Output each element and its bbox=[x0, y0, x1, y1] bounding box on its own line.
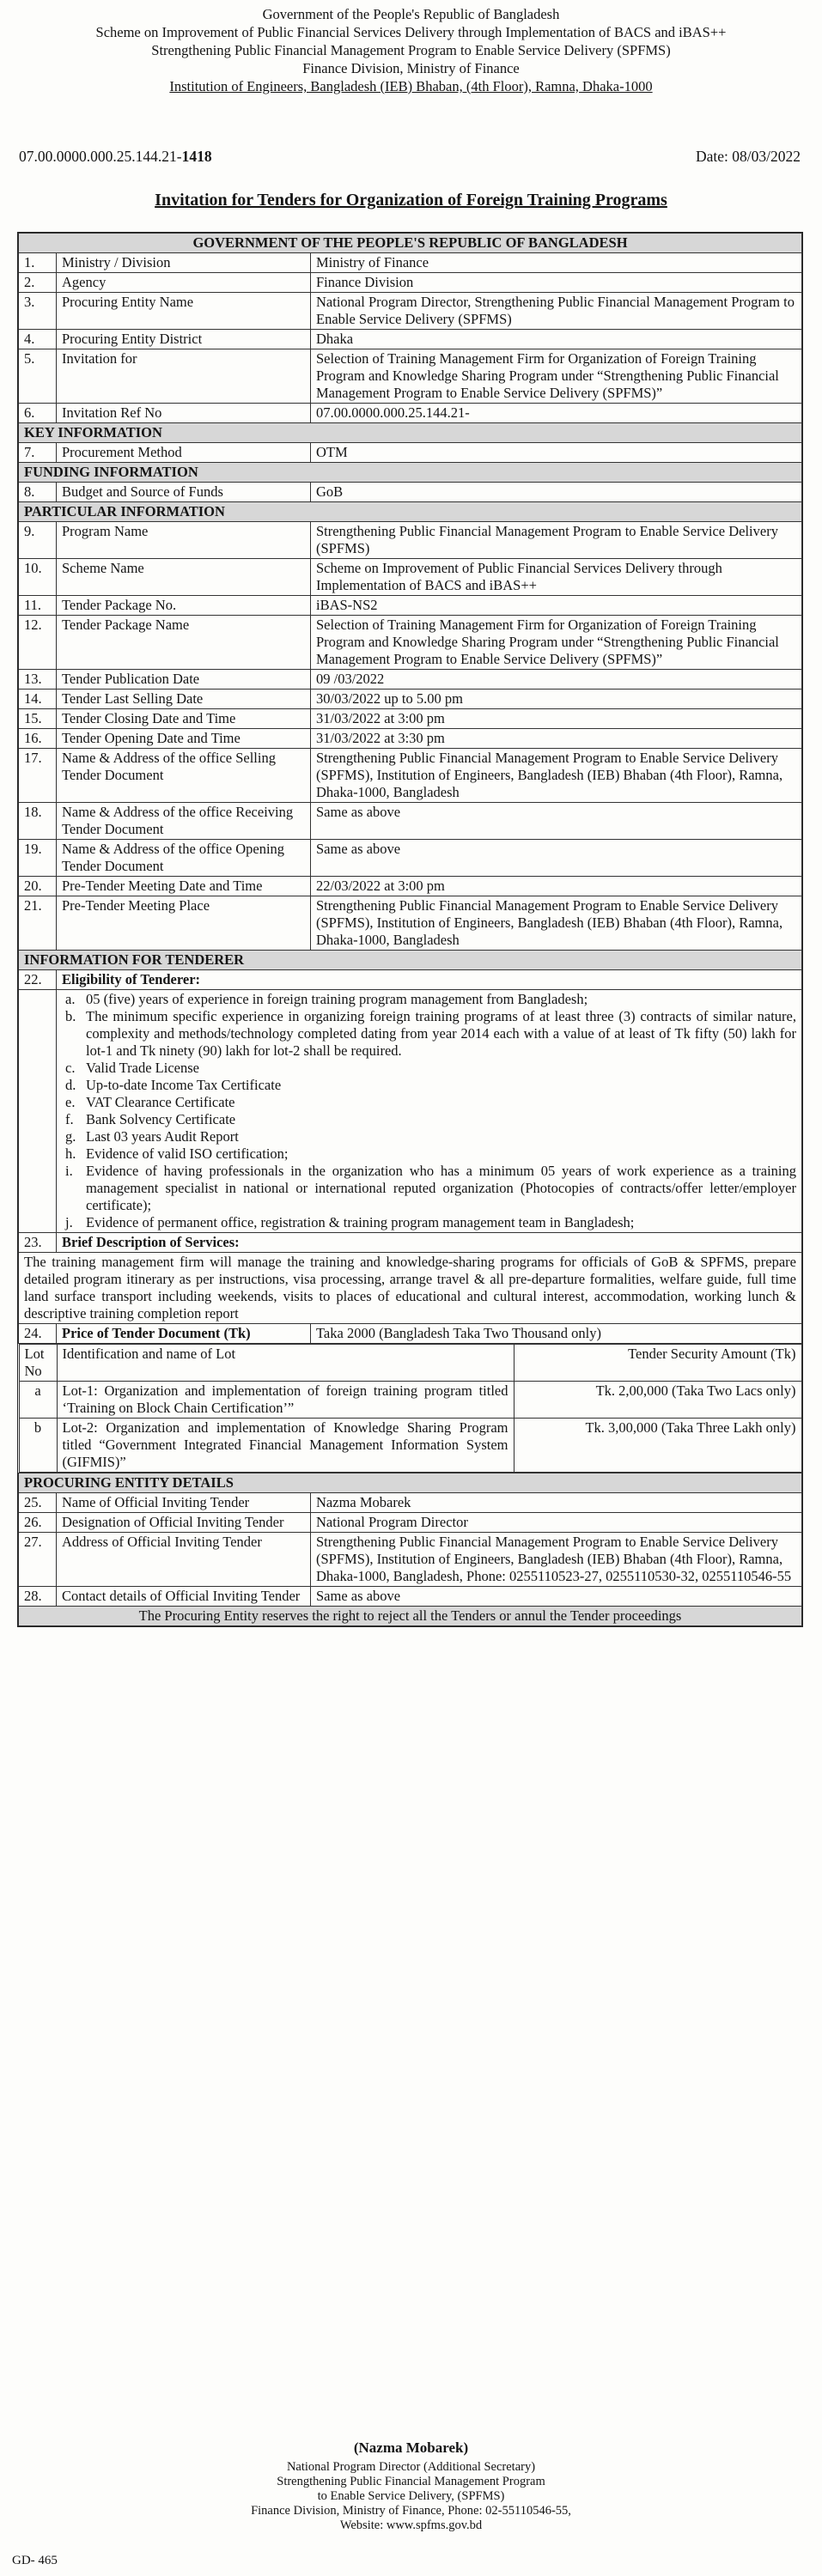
item-text: Evidence of having professionals in the organization who has a minimum 05 years of work experience as a training management specialist in national or international reputed organization (Photocopies of contracts/offer letter/employer certificate); bbox=[86, 1163, 796, 1213]
row-label: Designation of Official Inviting Tender bbox=[57, 1513, 311, 1533]
eligibility-item bbox=[62, 1145, 796, 1163]
table-row bbox=[19, 729, 802, 749]
lot-row bbox=[19, 1382, 801, 1419]
signature-block bbox=[0, 2440, 822, 2533]
table-row bbox=[19, 803, 802, 840]
tender-table-body bbox=[19, 234, 802, 1626]
row-number: 1. bbox=[19, 253, 57, 273]
signatory-website: Website: www.spfms.gov.bd bbox=[339, 2518, 483, 2532]
eligibility-heading-row bbox=[19, 970, 802, 990]
government-header-cell: GOVERNMENT OF THE PEOPLE'S REPUBLIC OF BANGLADESH bbox=[19, 234, 802, 253]
row-value: Strengthening Public Financial Management Program to Enable Service Delivery (SPFMS), Institution of Engineers, Bangladesh (IEB) Bhaban (4th Floor), Ramna, Dhaka-1000, Bangladesh, Phone: 0255110523-27, 0255110530-32, 0255110546-55 bbox=[311, 1533, 802, 1587]
row-value: National Program Director bbox=[311, 1513, 802, 1533]
eligibility-item bbox=[62, 1060, 796, 1077]
table-row bbox=[19, 253, 802, 273]
item-text: Last 03 years Audit Report bbox=[86, 1128, 239, 1145]
item-marker: e. bbox=[65, 1094, 76, 1110]
row-number: 10. bbox=[19, 559, 57, 596]
row-value: OTM bbox=[311, 443, 802, 463]
table-row bbox=[19, 443, 802, 463]
lot-number: a bbox=[19, 1382, 57, 1419]
table-row bbox=[19, 670, 802, 690]
item-text: Bank Solvency Certificate bbox=[86, 1111, 236, 1127]
eligibility-item bbox=[62, 1077, 796, 1094]
page-title: Invitation for Tenders for Organization of Foreign Training Programs bbox=[155, 191, 667, 210]
row-number: 18. bbox=[19, 803, 57, 840]
item-text: Valid Trade License bbox=[86, 1060, 199, 1076]
table-row bbox=[19, 1493, 802, 1513]
row-number: 25. bbox=[19, 1493, 57, 1513]
row-label: Tender Opening Date and Time bbox=[57, 729, 311, 749]
item-marker: h. bbox=[65, 1145, 76, 1162]
eligibility-item bbox=[62, 1128, 796, 1145]
row-number: 24. bbox=[19, 1324, 57, 1344]
row-label: Procuring Entity District bbox=[57, 330, 311, 349]
row-value: Strengthening Public Financial Management Program to Enable Service Delivery (SPFMS) bbox=[311, 522, 802, 559]
lot-name: Lot-1: Organization and implementation of foreign training program titled ‘Training on Block Chain Certification’” bbox=[57, 1382, 514, 1419]
row-value: Strengthening Public Financial Management Program to Enable Service Delivery (SPFMS), Institution of Engineers, Bangladesh (IEB) Bhaban (4th Floor), Ramna, Dhaka-1000, Bangladesh bbox=[311, 896, 802, 951]
item-marker: j. bbox=[65, 1214, 73, 1230]
memo-reference bbox=[19, 148, 212, 166]
section-procuring-entity-details-cell: PROCURING ENTITY DETAILS bbox=[19, 1473, 802, 1493]
row-label: Program Name bbox=[57, 522, 311, 559]
row-value: Selection of Training Management Firm for Organization of Foreign Training Program and Knowledge Sharing Program under “Strengthening Public Financial Management Program to Enable Service Delivery (SPFMS)” bbox=[311, 349, 802, 404]
table-row bbox=[19, 749, 802, 803]
signatory-line: Strengthening Public Financial Management Program bbox=[277, 2475, 545, 2488]
item-text: Evidence of valid ISO certification; bbox=[86, 1145, 289, 1162]
eligibility-heading: Eligibility of Tenderer: bbox=[57, 970, 802, 990]
memo-reference-prefix: 07.00.0000.000.25.144.21- bbox=[19, 148, 182, 165]
row-number: 28. bbox=[19, 1587, 57, 1607]
row-number: 26. bbox=[19, 1513, 57, 1533]
row-value: Scheme on Improvement of Public Financial Services Delivery through Implementation of BACS and iBAS++ bbox=[311, 559, 802, 596]
table-row bbox=[19, 559, 802, 596]
row-label: Tender Package Name bbox=[57, 616, 311, 670]
row-value: 22/03/2022 at 3:00 pm bbox=[311, 877, 802, 896]
row-value: iBAS-NS2 bbox=[311, 596, 802, 616]
item-marker: i. bbox=[65, 1163, 73, 1179]
row-value: 09 /03/2022 bbox=[311, 670, 802, 690]
date-label: Date: bbox=[695, 148, 733, 165]
table-row bbox=[19, 330, 802, 349]
price-value: Taka 2000 (Bangladesh Taka Two Thousand only) bbox=[311, 1324, 802, 1344]
row-number: 22. bbox=[19, 970, 57, 990]
row-number: 8. bbox=[19, 483, 57, 502]
row-label: Tender Closing Date and Time bbox=[57, 709, 311, 729]
government-header bbox=[19, 234, 802, 253]
services-heading-row bbox=[19, 1233, 802, 1253]
row-label: Name & Address of the office Opening Tender Document bbox=[57, 840, 311, 877]
row-label: Agency bbox=[57, 273, 311, 293]
row-number: 2. bbox=[19, 273, 57, 293]
table-row bbox=[19, 273, 802, 293]
section-particular-information bbox=[19, 502, 802, 522]
eligibility-item bbox=[62, 1008, 796, 1060]
lot-name-header: Identification and name of Lot bbox=[57, 1345, 514, 1382]
table-row bbox=[19, 1513, 802, 1533]
final-note: The Procuring Entity reserves the right to reject all the Tenders or annul the Tender proceedings bbox=[19, 1607, 802, 1626]
row-label: Name of Official Inviting Tender bbox=[57, 1493, 311, 1513]
item-marker: c. bbox=[65, 1060, 76, 1076]
item-marker: g. bbox=[65, 1128, 76, 1145]
letterhead bbox=[0, 5, 822, 95]
letterhead-line: Scheme on Improvement of Public Financial Services Delivery through Implementation of BACS and iBAS++ bbox=[95, 24, 727, 40]
letterhead-line: Government of the People's Republic of Bangladesh bbox=[262, 6, 560, 22]
row-value: Strengthening Public Financial Management Program to Enable Service Delivery (SPFMS), Institution of Engineers, Bangladesh (IEB) Bhaban (4th Floor), Ramna, Dhaka-1000, Bangladesh bbox=[311, 749, 802, 803]
section-key-information-cell: KEY INFORMATION bbox=[19, 423, 802, 443]
table-row bbox=[19, 1533, 802, 1587]
section-information-for-tenderer bbox=[19, 951, 802, 970]
section-funding-information bbox=[19, 463, 802, 483]
row-label: Tender Package No. bbox=[57, 596, 311, 616]
row-label: Tender Last Selling Date bbox=[57, 690, 311, 709]
row-number: 11. bbox=[19, 596, 57, 616]
eligibility-item bbox=[62, 1163, 796, 1214]
table-row bbox=[19, 522, 802, 559]
tender-table-frame bbox=[17, 232, 803, 1627]
eligibility-item bbox=[62, 1111, 796, 1128]
empty-cell bbox=[19, 990, 57, 1233]
row-number: 14. bbox=[19, 690, 57, 709]
row-value: Nazma Mobarek bbox=[311, 1493, 802, 1513]
section-funding-information-cell: FUNDING INFORMATION bbox=[19, 463, 802, 483]
table-row bbox=[19, 404, 802, 423]
row-label: Scheme Name bbox=[57, 559, 311, 596]
row-number: 6. bbox=[19, 404, 57, 423]
price-label: Price of Tender Document (Tk) bbox=[57, 1324, 311, 1344]
lots-row bbox=[19, 1344, 802, 1473]
row-number: 27. bbox=[19, 1533, 57, 1587]
lots-table-body bbox=[19, 1345, 801, 1473]
row-value: Selection of Training Management Firm for Organization of Foreign Training Program and Knowledge Sharing Program under “Strengthening Public Financial Management Program to Enable Service Delivery (SPFMS)” bbox=[311, 616, 802, 670]
letterhead-line: Strengthening Public Financial Management Program to Enable Service Delivery (SPFMS) bbox=[151, 42, 671, 58]
row-value: Same as above bbox=[311, 1587, 802, 1607]
table-row bbox=[19, 596, 802, 616]
lot-name: Lot-2: Organization and implementation of Knowledge Sharing Program titled “Government Integrated Financial Management Information System (GIFMIS)” bbox=[57, 1419, 514, 1473]
table-row bbox=[19, 1587, 802, 1607]
item-marker: a. bbox=[65, 991, 76, 1007]
lots-cell bbox=[19, 1344, 802, 1473]
row-label: Procuring Entity Name bbox=[57, 293, 311, 330]
section-information-for-tenderer-cell: INFORMATION FOR TENDERER bbox=[19, 951, 802, 970]
table-row bbox=[19, 483, 802, 502]
row-value: 31/03/2022 at 3:00 pm bbox=[311, 709, 802, 729]
item-text: The minimum specific experience in organizing foreign training programs of at least three (3) contracts of similar nature, complexity and methods/technology completed dating from year 2014 each with a value of at least of Tk fifty (50) lakh for lot-1 and Tk ninety (90) lakh for lot-2 shall be required. bbox=[86, 1008, 796, 1059]
date-value: 08/03/2022 bbox=[732, 148, 801, 165]
eligibility-item bbox=[62, 991, 796, 1008]
row-number: 3. bbox=[19, 293, 57, 330]
lot-row bbox=[19, 1419, 801, 1473]
item-text: Up-to-date Income Tax Certificate bbox=[86, 1077, 282, 1093]
lot-no-header: Lot No bbox=[19, 1345, 57, 1382]
memo-reference-number: 1418 bbox=[181, 148, 212, 165]
row-label: Invitation for bbox=[57, 349, 311, 404]
lots-header-row bbox=[19, 1345, 801, 1382]
row-number: 16. bbox=[19, 729, 57, 749]
row-label: Budget and Source of Funds bbox=[57, 483, 311, 502]
row-number: 19. bbox=[19, 840, 57, 877]
item-marker: f. bbox=[65, 1111, 74, 1127]
row-label: Procurement Method bbox=[57, 443, 311, 463]
row-value: GoB bbox=[311, 483, 802, 502]
row-value: Dhaka bbox=[311, 330, 802, 349]
row-number: 21. bbox=[19, 896, 57, 951]
row-number: 5. bbox=[19, 349, 57, 404]
signatory-name: (Nazma Mobarek) bbox=[353, 2439, 469, 2456]
row-value: Same as above bbox=[311, 803, 802, 840]
final-note-row bbox=[19, 1607, 802, 1626]
table-row bbox=[19, 293, 802, 330]
eligibility-item bbox=[62, 1094, 796, 1111]
security-amount-header: Tender Security Amount (Tk) bbox=[514, 1345, 801, 1382]
row-label: Name & Address of the office Receiving Tender Document bbox=[57, 803, 311, 840]
row-label: Pre-Tender Meeting Date and Time bbox=[57, 877, 311, 896]
row-value: 31/03/2022 at 3:30 pm bbox=[311, 729, 802, 749]
item-marker: d. bbox=[65, 1077, 76, 1093]
table-row bbox=[19, 896, 802, 951]
row-number: 12. bbox=[19, 616, 57, 670]
gd-number: GD- 465 bbox=[12, 2554, 58, 2567]
row-number: 15. bbox=[19, 709, 57, 729]
notice-date bbox=[696, 148, 801, 166]
table-row bbox=[19, 690, 802, 709]
table-row bbox=[19, 349, 802, 404]
item-text: VAT Clearance Certificate bbox=[86, 1094, 235, 1110]
row-number: 20. bbox=[19, 877, 57, 896]
item-marker: b. bbox=[65, 1008, 76, 1024]
lot-security-amount: Tk. 3,00,000 (Taka Three Lakh only) bbox=[514, 1419, 801, 1473]
row-label: Ministry / Division bbox=[57, 253, 311, 273]
price-row bbox=[19, 1324, 802, 1344]
row-label: Contact details of Official Inviting Tender bbox=[57, 1587, 311, 1607]
services-description: The training management firm will manage the training and knowledge-sharing programs for officials of GoB & SPFMS, prepare detailed program itinerary as per instructions, visa processing, arrange travel & all pre-departure formalities, welfare guide, full time land surface transport including weekends, visits to places of educational and cultural interest, accommodation, working lunch & descriptive training completion report bbox=[19, 1253, 802, 1324]
row-value: 07.00.0000.000.25.144.21- bbox=[311, 404, 802, 423]
eligibility-list-row bbox=[19, 990, 802, 1233]
row-label: Invitation Ref No bbox=[57, 404, 311, 423]
lots-table bbox=[19, 1344, 802, 1473]
table-row bbox=[19, 877, 802, 896]
row-value: Finance Division bbox=[311, 273, 802, 293]
letterhead-line: Finance Division, Ministry of Finance bbox=[302, 60, 520, 76]
row-label: Name & Address of the office Selling Tender Document bbox=[57, 749, 311, 803]
item-text: Evidence of permanent office, registration & training program management team in Bangladesh; bbox=[86, 1214, 635, 1230]
row-number: 13. bbox=[19, 670, 57, 690]
eligibility-item bbox=[62, 1214, 796, 1231]
services-text-row bbox=[19, 1253, 802, 1324]
signatory-line: to Enable Service Delivery, (SPFMS) bbox=[317, 2489, 505, 2503]
row-number: 7. bbox=[19, 443, 57, 463]
signatory-line: Finance Division, Ministry of Finance, Phone: 02-55110546-55, bbox=[251, 2504, 571, 2518]
lot-number: b bbox=[19, 1419, 57, 1473]
tender-table bbox=[18, 233, 802, 1626]
services-heading: Brief Description of Services: bbox=[57, 1233, 802, 1253]
section-key-information bbox=[19, 423, 802, 443]
item-text: 05 (five) years of experience in foreign training program management from Bangladesh; bbox=[86, 991, 588, 1007]
letterhead-address: Institution of Engineers, Bangladesh (IEB) Bhaban, (4th Floor), Ramna, Dhaka-1000 bbox=[169, 78, 653, 94]
lot-security-amount: Tk. 2,00,000 (Taka Two Lacs only) bbox=[514, 1382, 801, 1419]
row-number: 17. bbox=[19, 749, 57, 803]
row-value: National Program Director, Strengthening Public Financial Management Program to Enable Service Delivery (SPFMS) bbox=[311, 293, 802, 330]
row-value: Same as above bbox=[311, 840, 802, 877]
row-label: Pre-Tender Meeting Place bbox=[57, 896, 311, 951]
row-label: Address of Official Inviting Tender bbox=[57, 1533, 311, 1587]
eligibility-list-cell bbox=[57, 990, 802, 1233]
row-number: 9. bbox=[19, 522, 57, 559]
section-particular-information-cell: PARTICULAR INFORMATION bbox=[19, 502, 802, 522]
row-value: Ministry of Finance bbox=[311, 253, 802, 273]
table-row bbox=[19, 840, 802, 877]
row-value: 30/03/2022 up to 5.00 pm bbox=[311, 690, 802, 709]
row-label: Tender Publication Date bbox=[57, 670, 311, 690]
section-procuring-entity-details bbox=[19, 1473, 802, 1493]
eligibility-list bbox=[62, 991, 796, 1231]
signatory-line: National Program Director (Additional Secretary) bbox=[286, 2460, 536, 2474]
row-number: 4. bbox=[19, 330, 57, 349]
table-row bbox=[19, 616, 802, 670]
table-row bbox=[19, 709, 802, 729]
row-number: 23. bbox=[19, 1233, 57, 1253]
